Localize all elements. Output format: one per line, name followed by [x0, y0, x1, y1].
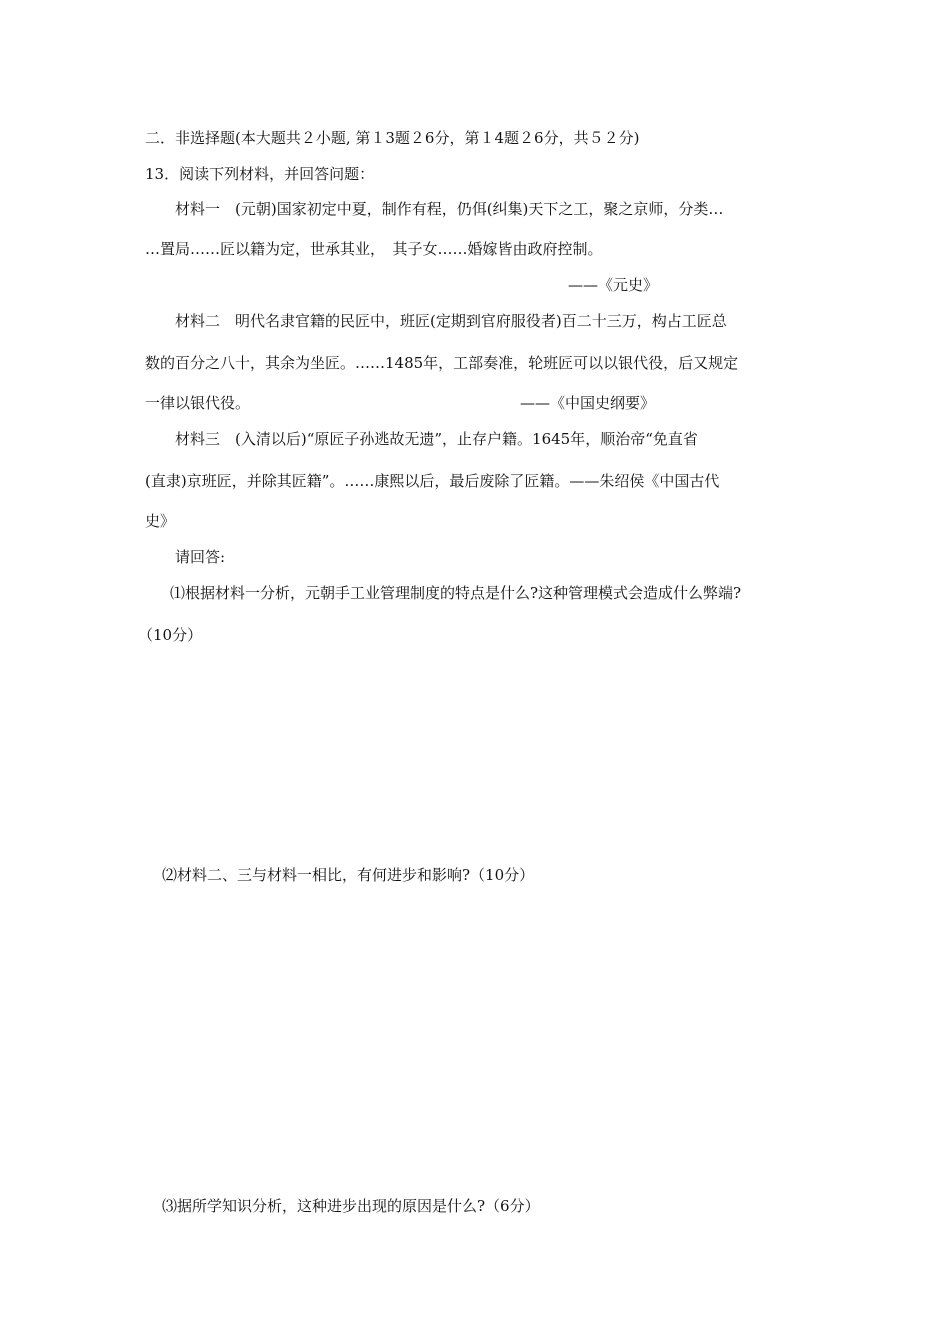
sub-question-3: ⑶据所学知识分析，这种进步出现的原因是什么?（6分） [162, 1197, 540, 1215]
material-2-source: ——《中国史纲要》 [520, 394, 656, 412]
sub-question-2: ⑵材料二、三与材料一相比，有何进步和影响?（10分） [162, 866, 535, 884]
material-3-line-3: 史》 [145, 512, 176, 530]
answer-prompt: 请回答: [175, 548, 226, 566]
material-1-line-2: …置局……匠以籍为定，世承其业， 其子女……婚嫁皆由政府控制。 [145, 240, 603, 258]
material-1-source: ——《元史》 [568, 276, 659, 294]
answer-space-1[interactable] [145, 660, 805, 860]
material-1-line-1: 材料一 (元朝)国家初定中夏，制作有程，仍佴(纠集)天下之工，聚之京师，分类… [175, 200, 724, 218]
sub-question-1-line-2: （10分） [138, 626, 203, 644]
section-heading: 二．非选择题(本大题共２小题, 第１3题２6分，第１4题２6分，共５２分) [145, 129, 640, 147]
sub-question-1-line-1: ⑴根据材料一分析，元朝手工业管理制度的特点是什么?这种管理模式会造成什么弊端? [170, 584, 742, 602]
material-2-line-2: 数的百分之八十，其余为坐匠。……1485年，工部奏准，轮班匠可以以银代役，后又规定 [145, 354, 739, 372]
material-2-line-3: 一律以银代役。 [145, 394, 251, 412]
material-2-line-1: 材料二 明代名隶官籍的民匠中，班匠(定期到官府服役者)百二十三万，构占工匠总 [175, 312, 727, 330]
material-3-line-1: 材料三 (入清以后)“原匠子孙逃故无遗”，止存户籍。1645年，顺治帝“免直省 [175, 430, 698, 448]
material-3-line-2: (直隶)京班匠，并除其匠籍”。……康熙以后，最后废除了匠籍。——朱绍侯《中国古代 [145, 472, 720, 490]
answer-space-2[interactable] [145, 900, 805, 1180]
question-13-title: 13．阅读下列材料，并回答问题： [145, 165, 375, 183]
